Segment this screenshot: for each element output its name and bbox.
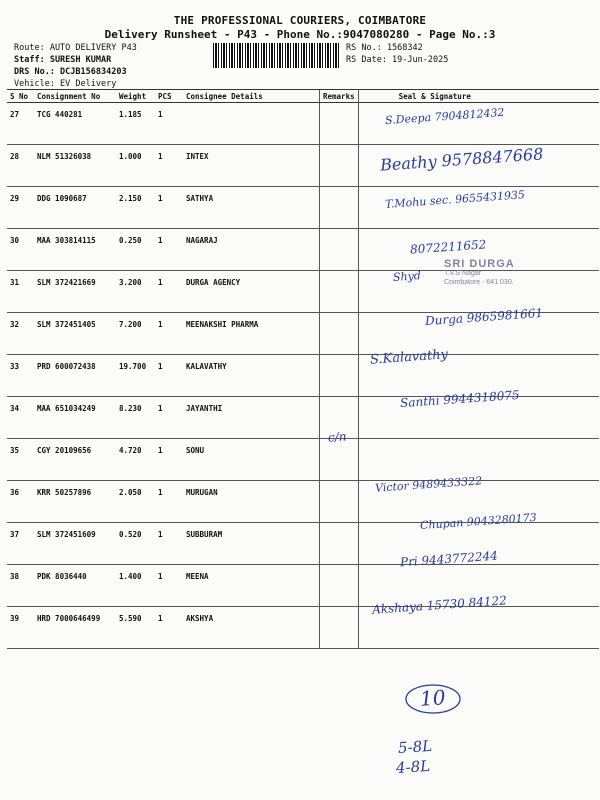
cell-wt: 1.000 (116, 145, 155, 187)
cell-sno: 33 (7, 355, 34, 397)
cell-det: MEENAKSHI PHARMA (183, 313, 320, 355)
signature-39: Akshaya 15730 84122 (371, 593, 508, 617)
signature-34: Santhi 9944318075 (399, 387, 520, 411)
cell-cons: TCG 440281 (34, 103, 116, 145)
cell-cons: MAA 651034249 (34, 397, 116, 439)
cell-cons: KRR 50257896 (34, 481, 116, 523)
cell-sno: 38 (7, 565, 34, 607)
cell-remarks (320, 103, 359, 145)
cell-remarks (320, 313, 359, 355)
cell-pcs: 1 (155, 565, 183, 607)
cell-cons: SLM 372451609 (34, 523, 116, 565)
table-row (7, 439, 599, 481)
cell-det: SATHYA (183, 187, 320, 229)
cell-wt: 19.700 (116, 355, 155, 397)
total-circle (403, 682, 463, 716)
runsheet-subtitle: Delivery Runsheet - P43 - Phone No.:9047080280 - Page No.:3 (104, 28, 496, 41)
cell-det: DURGA AGENCY (183, 271, 320, 313)
cell-remarks (320, 481, 359, 523)
barcode (213, 43, 341, 68)
cell-remarks (320, 145, 359, 187)
cell-wt: 4.720 (116, 439, 155, 481)
rs-number: RS No.: 1568342 (346, 43, 423, 53)
col-header-seal: Seal & Signature (358, 90, 599, 103)
cell-det: KALAVATHY (183, 355, 320, 397)
cell-pcs: 1 (155, 103, 183, 145)
cell-det (183, 103, 320, 145)
cell-remarks (320, 229, 359, 271)
cell-remarks (320, 523, 359, 565)
runsheet-meta-left (14, 42, 137, 90)
cell-det: NAGARAJ (183, 229, 320, 271)
agency-stamp (444, 260, 594, 306)
cell-pcs: 1 (155, 607, 183, 649)
cell-remarks (320, 439, 359, 481)
cell-pcs: 1 (155, 355, 183, 397)
col-header-consignee: Consignee Details (183, 90, 320, 103)
signature-28: Beathy 9578847668 (379, 144, 544, 175)
table-row (7, 523, 599, 565)
signature-37: Chupan 9043280173 (419, 510, 538, 533)
cell-remarks (320, 271, 359, 313)
cell-pcs: 1 (155, 439, 183, 481)
signature-27: S.Deepa 7904812432 (384, 105, 505, 128)
cell-det: AKSHYA (183, 607, 320, 649)
cell-sno: 39 (7, 607, 34, 649)
table-row (7, 607, 599, 649)
signature-30: 8072211652 (409, 237, 487, 257)
cell-det: JAYANTHI (183, 397, 320, 439)
cell-cons: MAA 303814115 (34, 229, 116, 271)
cell-sno: 30 (7, 229, 34, 271)
runsheet-table (7, 89, 599, 649)
cell-det: SONU (183, 439, 320, 481)
cell-det: MEENA (183, 565, 320, 607)
footer-note-1: 5-8L (397, 736, 433, 758)
staff-text: Staff: SURESH KUMAR (14, 55, 112, 65)
cell-sno: 37 (7, 523, 34, 565)
footer-total: 10 (419, 685, 447, 711)
table-row (7, 565, 599, 607)
cell-pcs: 1 (155, 397, 183, 439)
cell-wt: 3.200 (116, 271, 155, 313)
signature-31: Shyd (392, 269, 422, 284)
signature-36: Victor 9489433322 (374, 474, 483, 495)
signature-38: Pri 9443772244 (399, 548, 499, 570)
vehicle-text: Vehicle: EV Delivery (14, 79, 117, 89)
table-header-row (7, 90, 599, 103)
cell-cons: SLM 372451405 (34, 313, 116, 355)
col-header-remarks: Remarks (320, 90, 359, 103)
cell-det: MURUGAN (183, 481, 320, 523)
col-header-weight: Weight (116, 90, 155, 103)
col-header-sno: S No (7, 90, 34, 103)
cell-remarks (320, 565, 359, 607)
table-row (7, 103, 599, 145)
cell-sno: 29 (7, 187, 34, 229)
col-header-consignment: Consignment No (34, 90, 116, 103)
cell-remarks (320, 355, 359, 397)
cell-cons: SLM 372421669 (34, 271, 116, 313)
cell-pcs: 1 (155, 145, 183, 187)
cell-wt: 0.520 (116, 523, 155, 565)
cell-cons: HRD 7000646499 (34, 607, 116, 649)
rs-date: RS Date: 19-Jun-2025 (346, 55, 449, 65)
stamp-line1: T.V.S Nagar (444, 270, 482, 277)
cell-remarks (320, 607, 359, 649)
company-title: THE PROFESSIONAL COURIERS, COIMBATORE (173, 14, 427, 27)
footer-note-2: 4-8L (395, 756, 431, 778)
cell-pcs: 1 (155, 271, 183, 313)
signature-29: T.Mohu sec. 9655431935 (384, 188, 526, 211)
cell-sno: 34 (7, 397, 34, 439)
cell-cons: PDK 8036440 (34, 565, 116, 607)
cell-pcs: 1 (155, 481, 183, 523)
cell-cons: CGY 20109656 (34, 439, 116, 481)
cell-wt: 1.185 (116, 103, 155, 145)
cell-wt: 7.200 (116, 313, 155, 355)
stamp-name: SRI DURGA (444, 258, 515, 270)
cell-sno: 32 (7, 313, 34, 355)
table-row (7, 397, 599, 439)
cell-sno: 27 (7, 103, 34, 145)
cell-sno: 35 (7, 439, 34, 481)
cell-wt: 1.400 (116, 565, 155, 607)
cell-det: SUBBURAM (183, 523, 320, 565)
col-header-pcs: PCS (155, 90, 183, 103)
cell-pcs: 1 (155, 523, 183, 565)
cell-sno: 28 (7, 145, 34, 187)
route-text: Route: AUTO DELIVERY P43 (14, 43, 137, 53)
cell-cons: NLM 51326038 (34, 145, 116, 187)
cell-pcs: 1 (155, 229, 183, 271)
cell-cons: DDG 1090687 (34, 187, 116, 229)
cell-sno: 31 (7, 271, 34, 313)
cell-wt: 2.150 (116, 187, 155, 229)
drs-number: DRS No.: DCJB156834203 (14, 67, 127, 77)
cell-cons: PRD 600072438 (34, 355, 116, 397)
runsheet-meta-right (346, 42, 448, 66)
cell-pcs: 1 (155, 187, 183, 229)
cell-wt: 0.250 (116, 229, 155, 271)
cell-wt: 2.050 (116, 481, 155, 523)
cell-det: INTEX (183, 145, 320, 187)
signature-33: S.Kalavathy (369, 347, 449, 368)
signature-32: Durga 9865981661 (424, 305, 544, 329)
stamp-line2: Coimbatore - 641 030. (444, 279, 514, 286)
remarks-35: c/n (327, 429, 347, 445)
cell-wt: 5.590 (116, 607, 155, 649)
cell-wt: 8.230 (116, 397, 155, 439)
cell-remarks (320, 187, 359, 229)
cell-sno: 36 (7, 481, 34, 523)
cell-pcs: 1 (155, 313, 183, 355)
